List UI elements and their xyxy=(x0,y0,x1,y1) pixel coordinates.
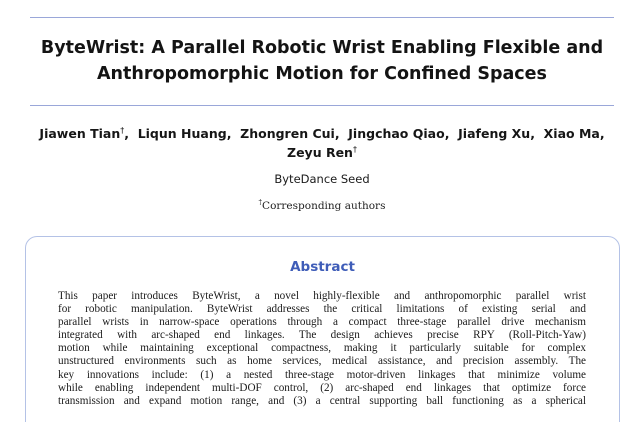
abstract-line: while enabling independent multi-DOF control, (2) arc-shaped end linkages that optimize force xyxy=(58,381,586,394)
author-name: Jiafeng Xu xyxy=(458,126,531,141)
author-separator: , xyxy=(226,126,236,141)
top-divider xyxy=(30,17,614,18)
author-name: Xiao Ma xyxy=(543,126,600,141)
corresponding-note-mark: † xyxy=(258,198,263,207)
paper-title xyxy=(20,35,624,87)
title-line-1: ByteWrist: A Parallel Robotic Wrist Enabling Flexible and xyxy=(40,38,604,58)
abstract-body xyxy=(58,290,586,408)
author-line-2 xyxy=(20,143,624,162)
author-separator: , xyxy=(334,126,344,141)
author-separator: , xyxy=(599,126,605,141)
author-name: Liqun Huang xyxy=(137,126,227,141)
author-name: Zhongren Cui xyxy=(240,126,335,141)
corresponding-mark: † xyxy=(120,125,125,135)
author-line-1 xyxy=(20,124,624,143)
author-list xyxy=(20,124,624,162)
corresponding-mark: † xyxy=(352,144,357,154)
abstract-line: motion while maintaining exceptional compactness, making it particularly suitable for complex xyxy=(58,342,586,355)
corresponding-note-text: Corresponding authors xyxy=(262,200,386,212)
author-name: Zeyu Ren xyxy=(287,145,353,160)
author-separator: , xyxy=(530,126,540,141)
corresponding-note xyxy=(20,200,624,212)
abstract-line: This paper introduces ByteWrist, a novel highly-flexible and anthropomorphic parallel wrist xyxy=(58,290,586,302)
author-separator: , xyxy=(124,126,134,141)
abstract-heading: Abstract xyxy=(290,259,355,275)
title-line-2: Anthropomorphic Motion for Confined Spaces xyxy=(97,64,547,84)
title-divider xyxy=(30,105,614,106)
abstract-line: integrated with arc-shaped end linkages. The design achieves precise RPY (Roll-Pitch-Yaw) xyxy=(58,329,586,342)
affiliation: ByteDance Seed xyxy=(274,172,370,186)
abstract-line: transmission and expand motion range, and (3) a central supporting ball functioning as a spherical xyxy=(58,394,586,407)
author-name: Jingchao Qiao xyxy=(348,126,445,141)
abstract-line: unstructured environments such as home services, medical assistance, and precision assembly. The xyxy=(58,355,586,368)
author-separator: , xyxy=(444,126,454,141)
abstract-line: for robotic manipulation. ByteWrist addresses the critical limitations of existing serial and xyxy=(58,303,586,316)
abstract-line: parallel wrists in narrow-space operations through a compact three-stage parallel drive mechanism xyxy=(58,316,586,329)
abstract-line: key innovations include: (1) a nested three-stage motor-driven linkages that minimize volume xyxy=(58,368,586,381)
author-name: Jiawen Tian xyxy=(39,126,121,141)
